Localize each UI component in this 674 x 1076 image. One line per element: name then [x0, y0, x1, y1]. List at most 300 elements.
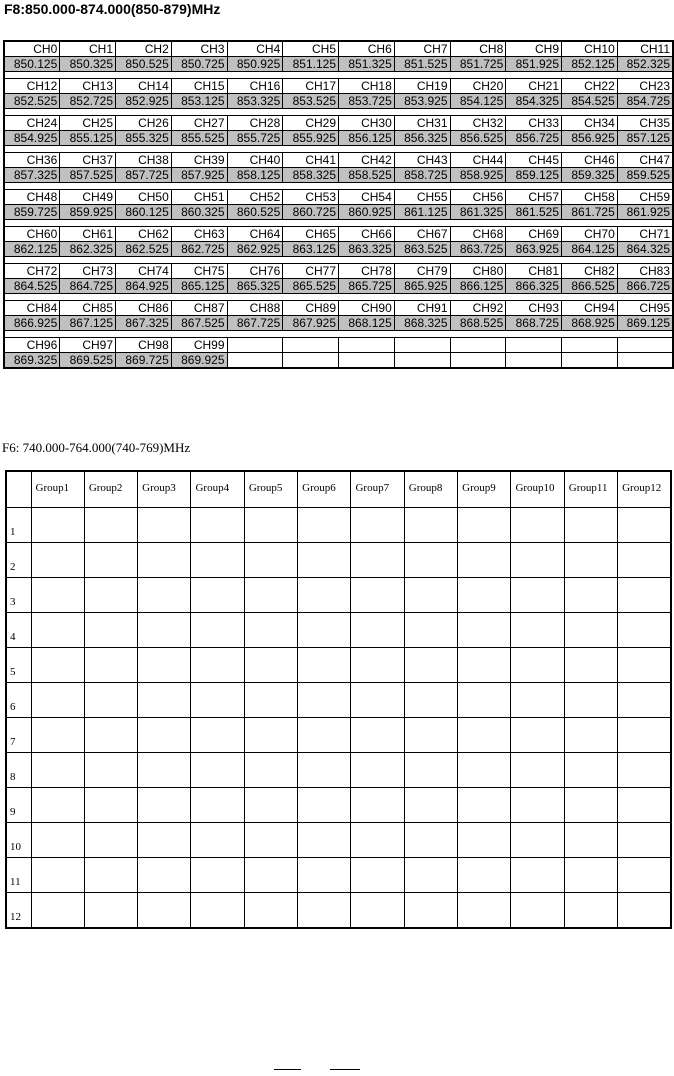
f8-frequency-cell: 853.925 — [394, 94, 450, 109]
f6-empty-cell — [298, 683, 351, 718]
f6-empty-cell — [244, 753, 297, 788]
f6-group-table — [5, 470, 672, 929]
f8-frequency-cell: 854.325 — [506, 94, 562, 109]
f8-channel-label: CH28 — [227, 116, 283, 131]
f8-channel-label: CH10 — [562, 41, 618, 57]
f8-channel-table — [3, 40, 674, 369]
f6-empty-cell — [511, 683, 564, 718]
f6-group-header: Group11 — [564, 471, 617, 508]
f8-frequency-cell: 869.925 — [171, 353, 227, 369]
bottom-mark — [274, 1069, 301, 1070]
f8-channel-label: CH68 — [450, 227, 506, 242]
f8-frequency-cell: 859.525 — [617, 168, 673, 183]
f6-empty-cell — [31, 893, 84, 929]
f8-frequency-cell: 857.925 — [171, 168, 227, 183]
f8-frequency-cell: 858.125 — [227, 168, 283, 183]
f6-group-header: Group7 — [351, 471, 404, 508]
f8-channel-label: CH88 — [227, 301, 283, 316]
f6-row-number: 3 — [6, 578, 31, 613]
f8-channel-label: CH58 — [562, 190, 618, 205]
f6-empty-cell — [191, 578, 244, 613]
f8-spacer-cell — [4, 183, 673, 190]
f6-empty-cell — [31, 508, 84, 543]
f6-empty-cell — [404, 543, 457, 578]
f6-row-number: 1 — [6, 508, 31, 543]
f8-channel-label — [506, 338, 562, 353]
f6-empty-cell — [351, 718, 404, 753]
f8-frequency-row — [4, 131, 673, 146]
f8-channel-label: CH15 — [171, 79, 227, 94]
f6-empty-cell — [84, 788, 137, 823]
f8-frequency-row — [4, 205, 673, 220]
f8-channel-label: CH83 — [617, 264, 673, 279]
f6-empty-cell — [511, 718, 564, 753]
f6-empty-cell — [511, 893, 564, 929]
f6-empty-cell — [138, 718, 191, 753]
f6-empty-cell — [244, 683, 297, 718]
f6-empty-cell — [191, 893, 244, 929]
f6-empty-cell — [31, 823, 84, 858]
f6-empty-cell — [511, 858, 564, 893]
f6-empty-cell — [564, 893, 617, 929]
f8-channel-label: CH49 — [60, 190, 116, 205]
f6-empty-cell — [404, 753, 457, 788]
f6-empty-cell — [564, 543, 617, 578]
f8-frequency-cell: 853.125 — [171, 94, 227, 109]
f6-group-header: Group5 — [244, 471, 297, 508]
f8-channel-label: CH11 — [617, 41, 673, 57]
f8-channel-label: CH96 — [4, 338, 60, 353]
f8-frequency-cell: 864.925 — [116, 279, 172, 294]
f6-group-row — [6, 718, 671, 753]
f8-frequency-cell: 861.925 — [617, 205, 673, 220]
f8-spacer-row — [4, 146, 673, 153]
f6-empty-cell — [244, 613, 297, 648]
f6-empty-cell — [458, 578, 511, 613]
f8-frequency-cell: 850.125 — [4, 57, 60, 72]
f8-channel-label: CH35 — [617, 116, 673, 131]
f8-channel-label: CH87 — [171, 301, 227, 316]
f6-empty-cell — [618, 893, 671, 929]
f6-band-title: F6: 740.000-764.000(740-769)MHz — [2, 440, 191, 455]
f8-channel-row — [4, 338, 673, 353]
f6-empty-cell — [404, 683, 457, 718]
f8-channel-label: CH23 — [617, 79, 673, 94]
f8-frequency-cell: 864.125 — [562, 242, 618, 257]
f6-empty-cell — [244, 858, 297, 893]
f8-frequency-cell: 858.725 — [394, 168, 450, 183]
f6-empty-cell — [138, 788, 191, 823]
f6-empty-cell — [298, 613, 351, 648]
f6-corner-cell — [6, 471, 31, 508]
f6-empty-cell — [298, 858, 351, 893]
f8-frequency-cell: 854.725 — [617, 94, 673, 109]
f8-channel-label: CH30 — [339, 116, 395, 131]
f8-channel-label: CH61 — [60, 227, 116, 242]
f6-empty-cell — [511, 578, 564, 613]
f8-channel-label: CH54 — [339, 190, 395, 205]
f8-frequency-cell: 852.925 — [116, 94, 172, 109]
bottom-mark — [330, 1069, 360, 1070]
f8-channel-label: CH53 — [283, 190, 339, 205]
f8-spacer-row — [4, 331, 673, 338]
f8-frequency-cell: 856.725 — [506, 131, 562, 146]
f8-channel-row — [4, 190, 673, 205]
f6-empty-cell — [564, 578, 617, 613]
f8-channel-label: CH57 — [506, 190, 562, 205]
f8-frequency-cell: 854.925 — [4, 131, 60, 146]
f8-frequency-cell: 863.525 — [394, 242, 450, 257]
f8-channel-label — [394, 338, 450, 353]
f8-channel-label: CH73 — [60, 264, 116, 279]
f6-group-header: Group9 — [458, 471, 511, 508]
f8-channel-label: CH62 — [116, 227, 172, 242]
f8-channel-label: CH56 — [450, 190, 506, 205]
f6-empty-cell — [618, 858, 671, 893]
f6-row-number: 7 — [6, 718, 31, 753]
f6-empty-cell — [138, 753, 191, 788]
f8-channel-label: CH3 — [171, 41, 227, 57]
f6-empty-cell — [191, 508, 244, 543]
f8-channel-label — [283, 338, 339, 353]
f6-empty-cell — [138, 893, 191, 929]
f8-frequency-cell: 868.925 — [562, 316, 618, 331]
f8-frequency-cell: 863.125 — [283, 242, 339, 257]
f8-channel-label: CH59 — [617, 190, 673, 205]
f6-empty-cell — [564, 788, 617, 823]
f8-channel-label: CH55 — [394, 190, 450, 205]
f6-empty-cell — [138, 578, 191, 613]
f8-channel-label: CH93 — [506, 301, 562, 316]
f6-group-row — [6, 508, 671, 543]
f6-empty-cell — [404, 613, 457, 648]
f8-frequency-cell: 850.525 — [116, 57, 172, 72]
f8-frequency-cell: 861.525 — [506, 205, 562, 220]
f6-empty-cell — [191, 543, 244, 578]
f8-frequency-cell: 866.525 — [562, 279, 618, 294]
f8-channel-row — [4, 301, 673, 316]
f8-frequency-cell: 865.325 — [227, 279, 283, 294]
f8-channel-label: CH42 — [339, 153, 395, 168]
f8-frequency-cell: 850.325 — [60, 57, 116, 72]
f8-channel-label: CH20 — [450, 79, 506, 94]
f8-channel-label: CH67 — [394, 227, 450, 242]
f6-empty-cell — [244, 648, 297, 683]
f6-empty-cell — [458, 753, 511, 788]
f6-empty-cell — [351, 683, 404, 718]
f8-channel-label — [339, 338, 395, 353]
f6-empty-cell — [351, 543, 404, 578]
f6-group-row — [6, 543, 671, 578]
f6-empty-cell — [84, 683, 137, 718]
f8-channel-label: CH32 — [450, 116, 506, 131]
f8-frequency-cell: 865.525 — [283, 279, 339, 294]
f8-band-title: F8:850.000-874.000(850-879)MHz — [4, 1, 221, 17]
f8-channel-row — [4, 227, 673, 242]
f8-frequency-cell: 863.325 — [339, 242, 395, 257]
f8-channel-label: CH17 — [283, 79, 339, 94]
f6-empty-cell — [138, 858, 191, 893]
f8-frequency-cell: 867.325 — [116, 316, 172, 331]
f8-channel-label — [227, 338, 283, 353]
f6-empty-cell — [31, 683, 84, 718]
f6-empty-cell — [298, 788, 351, 823]
f8-channel-label: CH39 — [171, 153, 227, 168]
f6-empty-cell — [31, 648, 84, 683]
f6-empty-cell — [458, 788, 511, 823]
f6-empty-cell — [298, 578, 351, 613]
f8-frequency-cell: 857.125 — [617, 131, 673, 146]
f8-channel-label: CH65 — [283, 227, 339, 242]
f6-empty-cell — [564, 648, 617, 683]
f8-channel-label: CH25 — [60, 116, 116, 131]
f6-empty-cell — [564, 613, 617, 648]
f6-empty-cell — [351, 753, 404, 788]
f6-empty-cell — [511, 543, 564, 578]
f8-frequency-cell: 855.325 — [116, 131, 172, 146]
f6-empty-cell — [458, 648, 511, 683]
f8-frequency-cell: 863.925 — [506, 242, 562, 257]
f8-channel-row — [4, 41, 673, 57]
f6-empty-cell — [84, 613, 137, 648]
f8-channel-label: CH12 — [4, 79, 60, 94]
f6-empty-cell — [84, 648, 137, 683]
f8-frequency-row — [4, 316, 673, 331]
f6-empty-cell — [298, 753, 351, 788]
f8-channel-label: CH71 — [617, 227, 673, 242]
f6-group-header: Group3 — [138, 471, 191, 508]
f6-group-row — [6, 858, 671, 893]
f6-empty-cell — [84, 823, 137, 858]
f8-frequency-cell: 857.325 — [4, 168, 60, 183]
f8-channel-label: CH31 — [394, 116, 450, 131]
f6-empty-cell — [138, 508, 191, 543]
f8-frequency-row — [4, 57, 673, 72]
f6-empty-cell — [404, 508, 457, 543]
f6-empty-cell — [458, 893, 511, 929]
f6-empty-cell — [351, 858, 404, 893]
f6-empty-cell — [298, 823, 351, 858]
f6-empty-cell — [191, 718, 244, 753]
f8-channel-label: CH91 — [394, 301, 450, 316]
f6-empty-cell — [458, 508, 511, 543]
f8-channel-label: CH38 — [116, 153, 172, 168]
f8-spacer-cell — [4, 220, 673, 227]
f6-row-number: 2 — [6, 543, 31, 578]
f6-row-number: 6 — [6, 683, 31, 718]
f8-channel-label: CH5 — [283, 41, 339, 57]
f8-channel-label: CH81 — [506, 264, 562, 279]
f6-empty-cell — [191, 858, 244, 893]
f6-empty-cell — [191, 683, 244, 718]
f8-frequency-row — [4, 242, 673, 257]
f6-empty-cell — [618, 578, 671, 613]
f6-row-number: 12 — [6, 893, 31, 929]
f6-empty-cell — [618, 508, 671, 543]
f8-channel-label: CH52 — [227, 190, 283, 205]
f8-frequency-cell: 856.525 — [450, 131, 506, 146]
f8-frequency-cell — [506, 353, 562, 369]
f6-empty-cell — [458, 543, 511, 578]
f6-empty-cell — [298, 718, 351, 753]
f8-frequency-cell: 851.925 — [506, 57, 562, 72]
f6-empty-cell — [298, 893, 351, 929]
f8-frequency-cell: 852.125 — [562, 57, 618, 72]
f8-channel-label: CH92 — [450, 301, 506, 316]
f6-empty-cell — [138, 683, 191, 718]
f6-empty-cell — [298, 543, 351, 578]
f8-channel-row — [4, 264, 673, 279]
f8-channel-label: CH41 — [283, 153, 339, 168]
f6-empty-cell — [244, 893, 297, 929]
f8-spacer-row — [4, 294, 673, 301]
f8-channel-label: CH72 — [4, 264, 60, 279]
f6-empty-cell — [351, 823, 404, 858]
f8-channel-label: CH16 — [227, 79, 283, 94]
f6-empty-cell — [191, 613, 244, 648]
f8-frequency-cell: 866.925 — [4, 316, 60, 331]
f8-channel-label: CH29 — [283, 116, 339, 131]
f8-frequency-cell: 851.525 — [394, 57, 450, 72]
f8-channel-label: CH40 — [227, 153, 283, 168]
f6-empty-cell — [618, 543, 671, 578]
f8-channel-label: CH37 — [60, 153, 116, 168]
f6-empty-cell — [244, 718, 297, 753]
f8-frequency-cell: 866.725 — [617, 279, 673, 294]
f8-channel-label: CH95 — [617, 301, 673, 316]
f6-empty-cell — [564, 753, 617, 788]
f6-empty-cell — [511, 788, 564, 823]
f8-frequency-cell: 862.925 — [227, 242, 283, 257]
f6-empty-cell — [244, 788, 297, 823]
f8-channel-label: CH43 — [394, 153, 450, 168]
f8-frequency-cell: 861.125 — [394, 205, 450, 220]
f8-spacer-cell — [4, 72, 673, 79]
f6-group-row — [6, 613, 671, 648]
f8-frequency-cell: 853.725 — [339, 94, 395, 109]
f6-empty-cell — [298, 648, 351, 683]
f8-frequency-cell: 855.925 — [283, 131, 339, 146]
f8-frequency-cell: 862.725 — [171, 242, 227, 257]
f8-channel-label: CH18 — [339, 79, 395, 94]
f8-spacer-cell — [4, 331, 673, 338]
f6-group-row — [6, 753, 671, 788]
f8-frequency-cell: 857.525 — [60, 168, 116, 183]
f6-empty-cell — [244, 578, 297, 613]
f8-frequency-cell — [283, 353, 339, 369]
f8-frequency-cell: 866.125 — [450, 279, 506, 294]
f6-group-row — [6, 578, 671, 613]
f6-empty-cell — [138, 648, 191, 683]
f6-empty-cell — [618, 613, 671, 648]
f8-channel-label: CH6 — [339, 41, 395, 57]
f6-row-number: 4 — [6, 613, 31, 648]
f8-channel-label: CH98 — [116, 338, 172, 353]
f6-empty-cell — [351, 788, 404, 823]
f8-spacer-cell — [4, 257, 673, 264]
f8-channel-label: CH4 — [227, 41, 283, 57]
f6-empty-cell — [618, 718, 671, 753]
f6-empty-cell — [404, 788, 457, 823]
f6-empty-cell — [31, 788, 84, 823]
f8-frequency-cell: 853.325 — [227, 94, 283, 109]
f8-channel-label: CH8 — [450, 41, 506, 57]
f8-channel-label: CH27 — [171, 116, 227, 131]
f6-empty-cell — [618, 648, 671, 683]
f8-frequency-cell — [617, 353, 673, 369]
f8-frequency-cell: 859.125 — [506, 168, 562, 183]
f6-empty-cell — [31, 578, 84, 613]
f8-frequency-cell: 868.125 — [339, 316, 395, 331]
f6-row-number: 8 — [6, 753, 31, 788]
f8-frequency-cell: 867.925 — [283, 316, 339, 331]
f8-frequency-cell: 859.925 — [60, 205, 116, 220]
f6-empty-cell — [31, 753, 84, 788]
f8-frequency-cell: 860.925 — [339, 205, 395, 220]
f8-channel-label: CH97 — [60, 338, 116, 353]
f6-empty-cell — [31, 543, 84, 578]
f8-frequency-cell: 869.125 — [617, 316, 673, 331]
f6-empty-cell — [31, 718, 84, 753]
f8-channel-label: CH64 — [227, 227, 283, 242]
f8-frequency-cell: 857.725 — [116, 168, 172, 183]
f8-frequency-cell: 868.325 — [394, 316, 450, 331]
f8-frequency-cell: 855.525 — [171, 131, 227, 146]
f6-empty-cell — [511, 648, 564, 683]
f6-empty-cell — [351, 893, 404, 929]
f8-frequency-cell: 869.725 — [116, 353, 172, 369]
f8-spacer-cell — [4, 109, 673, 116]
f6-empty-cell — [31, 858, 84, 893]
f8-frequency-cell: 862.525 — [116, 242, 172, 257]
f6-empty-cell — [351, 508, 404, 543]
f6-empty-cell — [84, 543, 137, 578]
f6-empty-cell — [84, 718, 137, 753]
f8-frequency-cell — [562, 353, 618, 369]
f8-frequency-cell: 867.725 — [227, 316, 283, 331]
f8-channel-label — [562, 338, 618, 353]
f8-frequency-cell: 864.325 — [617, 242, 673, 257]
f8-frequency-cell: 867.125 — [60, 316, 116, 331]
f8-channel-label: CH34 — [562, 116, 618, 131]
f8-frequency-cell: 850.925 — [227, 57, 283, 72]
f8-channel-label: CH19 — [394, 79, 450, 94]
f6-empty-cell — [618, 753, 671, 788]
f8-frequency-cell: 866.325 — [506, 279, 562, 294]
f6-empty-cell — [511, 613, 564, 648]
f8-channel-label: CH44 — [450, 153, 506, 168]
f8-frequency-cell: 865.125 — [171, 279, 227, 294]
f6-group-header: Group10 — [511, 471, 564, 508]
f8-channel-label: CH77 — [283, 264, 339, 279]
f6-empty-cell — [458, 613, 511, 648]
f8-channel-label: CH85 — [60, 301, 116, 316]
f8-frequency-cell: 864.725 — [60, 279, 116, 294]
f8-channel-label: CH2 — [116, 41, 172, 57]
f8-channel-label: CH89 — [283, 301, 339, 316]
f8-channel-row — [4, 79, 673, 94]
f8-frequency-cell: 859.725 — [4, 205, 60, 220]
f6-empty-cell — [618, 823, 671, 858]
f8-spacer-row — [4, 183, 673, 190]
f6-group-row — [6, 788, 671, 823]
f8-frequency-cell: 853.525 — [283, 94, 339, 109]
f8-channel-label: CH46 — [562, 153, 618, 168]
f6-empty-cell — [84, 893, 137, 929]
f6-empty-cell — [511, 753, 564, 788]
f8-spacer-row — [4, 72, 673, 79]
f8-frequency-cell: 850.725 — [171, 57, 227, 72]
